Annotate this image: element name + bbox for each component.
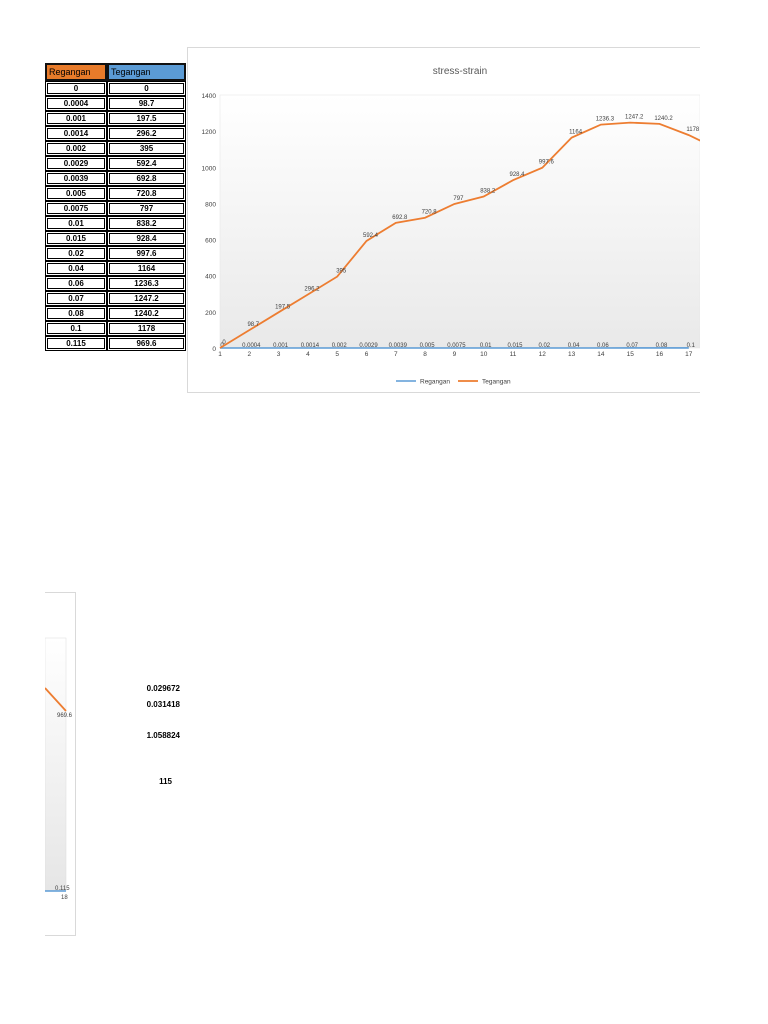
- data-label-tegangan: 1178: [686, 127, 700, 134]
- data-label-regangan: 0.001: [273, 343, 289, 349]
- data-label-tegangan: 296.2: [304, 286, 320, 293]
- table-row: [45, 246, 186, 261]
- cell-tegangan: 720.8: [107, 186, 186, 201]
- y-tick-label: 800: [205, 201, 216, 209]
- cell-tegangan: 197.5: [107, 111, 186, 126]
- table-row: [45, 291, 186, 306]
- y-tick-label: 0: [212, 346, 216, 353]
- cell-tegangan: 928.4: [107, 231, 186, 246]
- plot-area: [220, 95, 700, 348]
- y-tick-label: 200: [205, 309, 216, 317]
- cell-tegangan: 1247.2: [107, 291, 186, 306]
- cell-tegangan: 1164: [107, 261, 186, 276]
- table-row: [45, 96, 186, 111]
- cell-regangan: 0.0014: [45, 126, 107, 141]
- data-label-tegangan: 997.6: [538, 159, 554, 166]
- cell-tegangan: 838.2: [107, 216, 186, 231]
- table-row: [45, 201, 186, 216]
- table-row: [45, 216, 186, 231]
- data-label-tegangan: 1247.2: [625, 114, 644, 121]
- cell-regangan: 0.04: [45, 261, 107, 276]
- table-row: [45, 156, 186, 171]
- data-label-tegangan: 1240.2: [654, 115, 673, 122]
- cell-tegangan: 797: [107, 201, 186, 216]
- cell-regangan: 0.002: [45, 141, 107, 156]
- x-tick-label: 12: [538, 351, 546, 358]
- x-tick-label: 18: [61, 895, 68, 901]
- cell-regangan: 0.015: [45, 231, 107, 246]
- cell-regangan: 0.0029: [45, 156, 107, 171]
- y-tick-label: 1000: [201, 165, 216, 173]
- x-tick-label: 3: [276, 351, 281, 358]
- side-value: 115: [159, 777, 172, 786]
- cell-regangan: 0.115: [45, 336, 107, 351]
- data-label-tegangan: 838.2: [480, 188, 496, 195]
- column-header-regangan: Regangan: [45, 63, 107, 81]
- cell-tegangan: 1240.2: [107, 306, 186, 321]
- x-tick-label: 10: [480, 351, 488, 358]
- table-header-row: [45, 63, 186, 81]
- cell-tegangan: 1178: [107, 321, 186, 336]
- stress-strain-chart-svg: [188, 48, 700, 392]
- data-label-regangan: 0.0075: [447, 343, 466, 349]
- x-tick-label: 17: [685, 351, 693, 358]
- cell-tegangan: 969.6: [107, 336, 186, 351]
- data-label-tegangan: 969.6: [57, 713, 73, 719]
- x-tick-label: 2: [247, 351, 252, 358]
- cell-regangan: 0.07: [45, 291, 107, 306]
- data-label-regangan: 0.0004: [242, 343, 261, 349]
- data-label-regangan: 0.02: [538, 343, 551, 349]
- cell-tegangan: 98.7: [107, 96, 186, 111]
- x-tick-label: 7: [393, 351, 398, 358]
- y-tick-label: 1200: [201, 129, 216, 137]
- cell-regangan: 0.06: [45, 276, 107, 291]
- data-label-tegangan: 1164: [569, 129, 583, 136]
- table-row: [45, 126, 186, 141]
- cell-tegangan: 692.8: [107, 171, 186, 186]
- cell-tegangan: 296.2: [107, 126, 186, 141]
- x-tick-label: 13: [567, 351, 576, 358]
- data-label-regangan: 0.0029: [359, 343, 378, 349]
- partial-chart[interactable]: [45, 592, 76, 936]
- cell-tegangan: 0: [107, 81, 186, 96]
- cell-regangan: 0.08: [45, 306, 107, 321]
- cell-tegangan: 395: [107, 141, 186, 156]
- table-row: [45, 171, 186, 186]
- column-header-tegangan: Tegangan: [107, 63, 186, 81]
- cell-regangan: 0.0004: [45, 96, 107, 111]
- x-tick-label: 9: [452, 351, 457, 358]
- table-row: [45, 111, 186, 126]
- cell-tegangan: 592.4: [107, 156, 186, 171]
- legend-label-regangan: Regangan: [420, 378, 450, 386]
- table-row: [45, 261, 186, 276]
- cell-regangan: 0.005: [45, 186, 107, 201]
- y-tick-label: 1400: [201, 93, 216, 100]
- y-tick-label: 400: [205, 273, 216, 281]
- data-label-regangan: 0.1: [686, 343, 695, 349]
- x-tick-label: 1: [218, 351, 222, 358]
- side-value: 0.031418: [146, 700, 180, 709]
- data-label-tegangan: 98.7: [247, 322, 260, 329]
- table-row: [45, 186, 186, 201]
- data-label-regangan: 0.005: [419, 343, 435, 349]
- table-row: [45, 141, 186, 156]
- table-row: [45, 81, 186, 96]
- data-label-regangan: 0.01: [479, 343, 492, 349]
- x-tick-label: 6: [364, 351, 369, 358]
- x-tick-label: 5: [335, 351, 340, 358]
- data-label-tegangan: 720.8: [421, 209, 437, 216]
- data-label-tegangan: 797: [453, 195, 464, 202]
- cell-regangan: 0.0075: [45, 201, 107, 216]
- data-label-regangan: 0.06: [597, 343, 609, 349]
- data-label-tegangan: 592.4: [362, 232, 379, 239]
- side-value: 0.029672: [146, 684, 180, 693]
- data-label-regangan: 0: [220, 343, 224, 349]
- table-row: [45, 336, 186, 351]
- data-label-regangan: 0.07: [626, 343, 639, 349]
- x-tick-label: 15: [626, 351, 634, 358]
- cell-tegangan: 1236.3: [107, 276, 186, 291]
- data-label-tegangan: 692.8: [392, 214, 408, 221]
- table-row: [45, 231, 186, 246]
- data-label-tegangan: 1236.3: [595, 116, 615, 123]
- data-label-regangan: 0.0014: [300, 343, 320, 349]
- cell-regangan: 0.01: [45, 216, 107, 231]
- data-label-regangan: 0.04: [567, 343, 580, 349]
- side-value: 1.058824: [146, 731, 180, 740]
- x-tick-label: 8: [423, 351, 427, 358]
- table-row: [45, 306, 186, 321]
- partial-chart-svg: [45, 593, 77, 935]
- cell-regangan: 0.02: [45, 246, 107, 261]
- cell-regangan: 0.001: [45, 111, 107, 126]
- cell-tegangan: 997.6: [107, 246, 186, 261]
- table-row: [45, 276, 186, 291]
- data-label-tegangan: 395: [336, 268, 347, 275]
- data-table: [45, 63, 186, 351]
- x-tick-label: 16: [655, 351, 664, 358]
- data-label-regangan: 0.08: [655, 343, 668, 349]
- table-row: [45, 321, 186, 336]
- chart-title: stress-strain: [432, 66, 488, 77]
- y-tick-label: 600: [205, 237, 216, 245]
- data-label-regangan: 0.002: [331, 343, 347, 349]
- cell-regangan: 0.0039: [45, 171, 107, 186]
- data-label-tegangan: 928.4: [509, 172, 525, 179]
- x-tick-label: 4: [306, 351, 310, 358]
- x-tick-label: 14: [597, 351, 605, 358]
- plot-area: [45, 638, 66, 891]
- stress-strain-chart[interactable]: [187, 47, 700, 393]
- x-tick-label: 11: [509, 351, 517, 358]
- data-label-regangan: 0.015: [507, 343, 523, 349]
- cell-regangan: 0: [45, 81, 107, 96]
- cell-regangan: 0.1: [45, 321, 107, 336]
- legend-label-tegangan: Tegangan: [482, 378, 511, 386]
- data-label-regangan: 0.0039: [388, 343, 407, 349]
- data-label-regangan: 0.115: [55, 886, 70, 892]
- data-label-tegangan: 197.5: [275, 304, 291, 311]
- data-label-tegangan: 0: [222, 340, 226, 346]
